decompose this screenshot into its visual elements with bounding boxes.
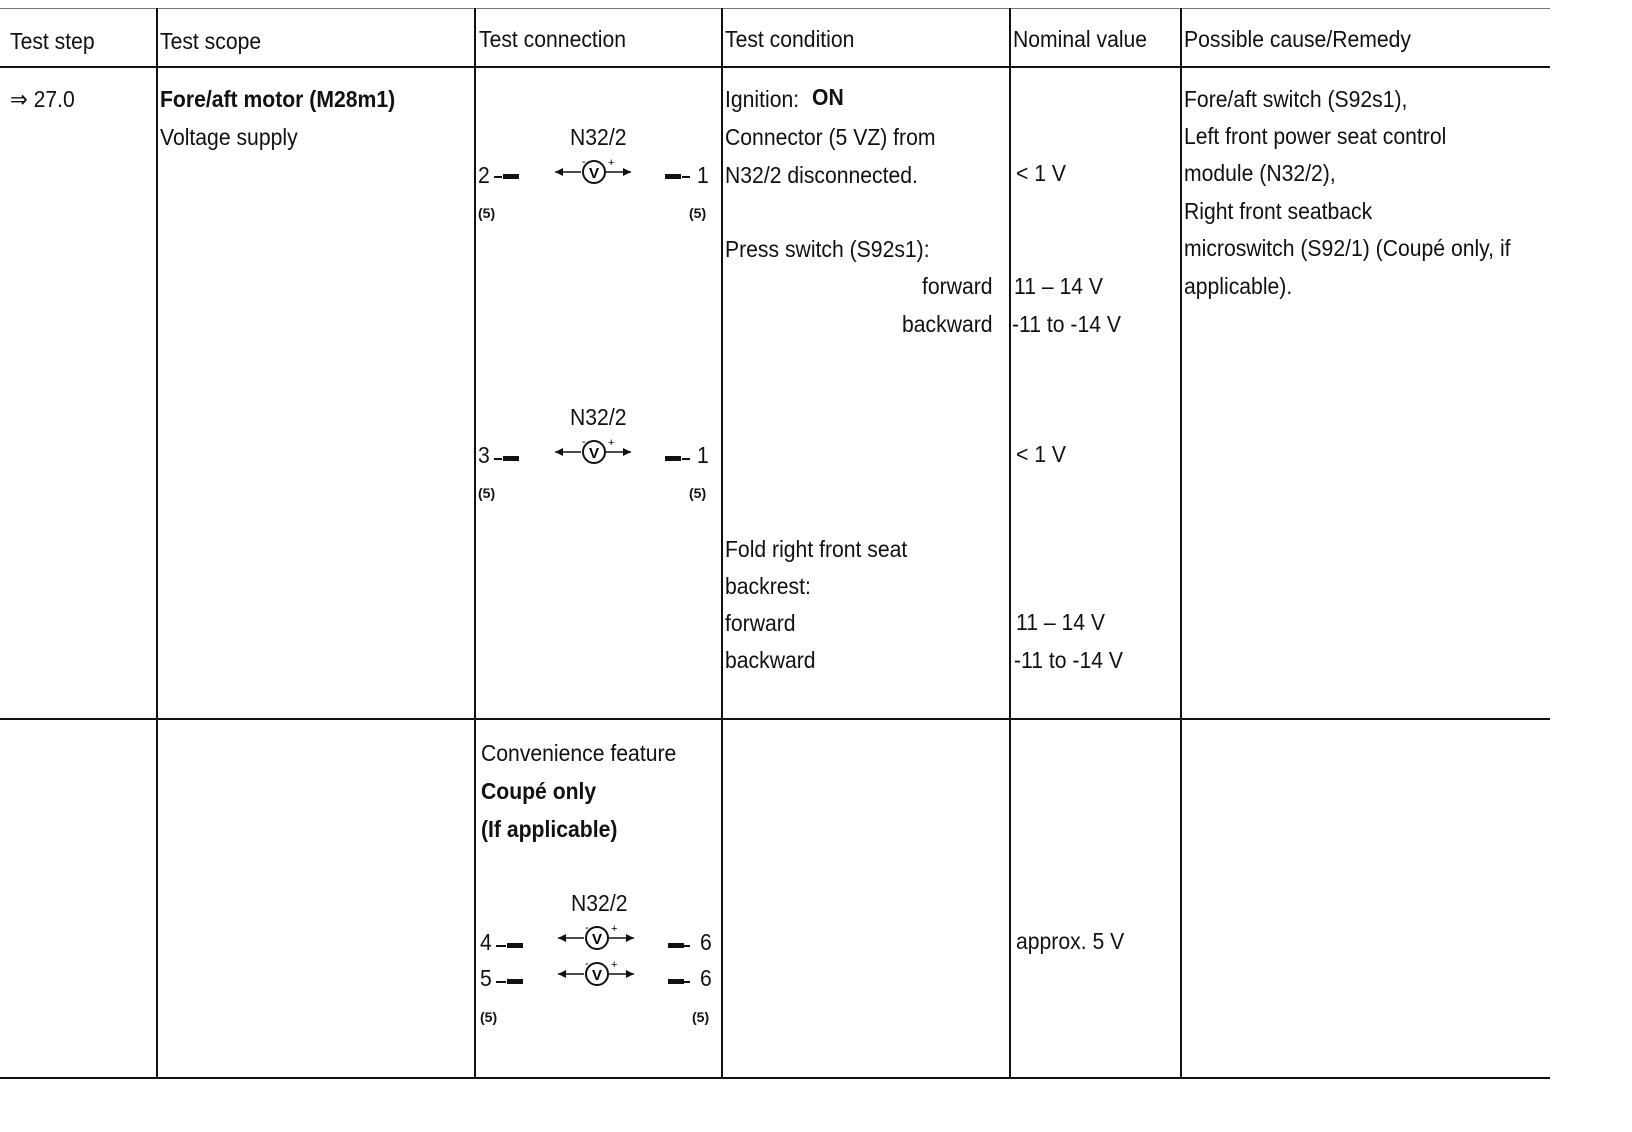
right-lead-3b [684, 981, 690, 983]
nominal-backward: -11 to -14 V [1012, 311, 1122, 337]
cause-line-5: microswitch (S92/1) (Coupé only, if [1184, 235, 1511, 261]
svg-text:-: - [582, 158, 586, 168]
scope-title: Fore/aft motor (M28m1) [160, 86, 396, 112]
left-plug-3a [507, 943, 523, 948]
voltmeter-icon [556, 960, 646, 988]
nominal-lt-1v-b: < 1 V [1016, 441, 1067, 467]
cause-line-2: Left front power seat control [1184, 123, 1447, 149]
col-divider-4 [1009, 8, 1011, 1078]
scope-subtitle: Voltage supply [160, 124, 298, 150]
cond-connector: Connector (5 VZ) from [725, 124, 936, 150]
left-connector-3: (5) [480, 1009, 498, 1025]
col-divider-1 [156, 8, 158, 1078]
right-pin-6a: 6 [700, 929, 712, 955]
svg-text:V: V [588, 165, 600, 182]
svg-text:V: V [588, 445, 600, 462]
left-connector-2: (5) [478, 485, 496, 501]
cond-ignition-label: Ignition: [725, 86, 800, 112]
right-pin-2: 1 [697, 442, 709, 468]
module-label-3: N32/2 [571, 890, 628, 916]
svg-text:V: V [591, 967, 603, 984]
left-pin-4: 4 [480, 929, 492, 955]
svg-text:+: + [611, 924, 618, 935]
svg-text:+: + [608, 438, 615, 449]
cause-line-1: Fore/aft switch (S92s1), [1184, 86, 1408, 112]
cond-forward: forward [922, 273, 993, 299]
cond-disconnected: N32/2 disconnected. [725, 162, 918, 188]
cause-line-3: module (N32/2), [1184, 160, 1336, 186]
coupe-only: Coupé only [481, 778, 597, 804]
cond-ignition-value: ON [812, 84, 844, 110]
svg-text:-: - [582, 438, 586, 448]
svg-text:+: + [608, 158, 615, 169]
left-plug-1 [503, 174, 519, 179]
cond-fold-seat: Fold right front seat [725, 536, 908, 562]
nominal-forward: 11 – 14 V [1014, 273, 1104, 299]
svg-text:V: V [591, 931, 603, 948]
svg-text:+: + [611, 960, 618, 971]
header-bottom-rule [0, 66, 1550, 68]
cond-forward-2: forward [725, 610, 796, 636]
nominal-lt-1v: < 1 V [1016, 160, 1067, 186]
cond-backward: backward [902, 311, 993, 337]
row-divider [0, 718, 1550, 720]
right-pin-1: 1 [697, 162, 709, 188]
right-plug-3a [668, 943, 684, 948]
right-lead-3a [684, 945, 690, 947]
svg-text:-: - [585, 960, 589, 970]
col-divider-3 [721, 8, 723, 1078]
left-lead-3b [496, 981, 506, 983]
left-lead-3a [496, 945, 506, 947]
cond-backward-2: backward [725, 647, 816, 673]
table-bottom-rule [0, 1077, 1550, 1079]
header-test-condition: Test condition [725, 26, 855, 52]
right-lead-2 [682, 458, 690, 460]
left-plug-3b [507, 979, 523, 984]
voltmeter-icon [556, 924, 646, 952]
nominal-forward-2: 11 – 14 V [1016, 609, 1106, 635]
right-pin-6b: 6 [700, 965, 712, 991]
right-plug-2 [665, 456, 681, 461]
if-applicable: (If applicable) [481, 816, 618, 842]
right-plug-1 [665, 174, 681, 179]
module-label-1: N32/2 [570, 124, 627, 150]
left-connector-1: (5) [478, 205, 496, 221]
cond-press-switch: Press switch (S92s1): [725, 236, 930, 262]
table-top-rule [0, 8, 1550, 9]
cause-line-4: Right front seatback [1184, 198, 1373, 224]
svg-text:-: - [585, 924, 589, 934]
left-pin-2: 3 [478, 442, 490, 468]
header-nominal-value: Nominal value [1013, 26, 1148, 52]
header-test-connection: Test connection [479, 26, 627, 52]
right-lead-1 [682, 176, 690, 178]
header-test-scope: Test scope [160, 28, 262, 54]
convenience-feature: Convenience feature [481, 740, 677, 766]
voltmeter-icon [553, 158, 643, 186]
col-divider-5 [1180, 8, 1182, 1078]
right-connector-3: (5) [692, 1009, 710, 1025]
voltmeter-icon [553, 438, 643, 466]
header-test-step: Test step [10, 28, 95, 54]
left-pin-5: 5 [480, 965, 492, 991]
right-connector-2: (5) [689, 485, 707, 501]
cause-line-6: applicable). [1184, 273, 1293, 299]
header-possible-cause: Possible cause/Remedy [1184, 26, 1411, 52]
module-label-2: N32/2 [570, 404, 627, 430]
right-plug-3b [668, 979, 684, 984]
col-divider-2 [474, 8, 476, 1078]
cond-backrest: backrest: [725, 573, 811, 599]
left-lead-2 [494, 458, 502, 460]
nominal-backward-2: -11 to -14 V [1014, 647, 1124, 673]
nominal-approx-5v: approx. 5 V [1016, 928, 1125, 954]
test-step-number: ⇒ 27.0 [10, 86, 75, 112]
left-plug-2 [503, 456, 519, 461]
left-lead-1 [494, 176, 502, 178]
right-connector-1: (5) [689, 205, 707, 221]
left-pin-1: 2 [478, 162, 490, 188]
